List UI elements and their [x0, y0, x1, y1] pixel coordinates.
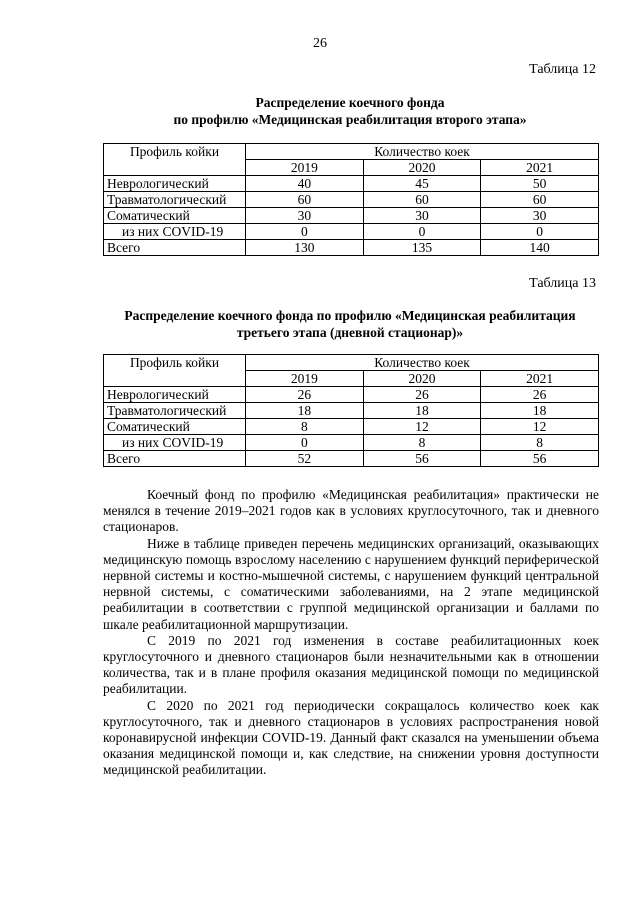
- value-cell: 52: [246, 451, 364, 467]
- table-header-row: [104, 144, 599, 160]
- row-label: Травматологический: [104, 403, 246, 419]
- value-cell: 0: [246, 435, 364, 451]
- value-cell: 8: [363, 435, 481, 451]
- table-12-title-line-2: по профилю «Медицинская реабилитация второго этапа»: [173, 112, 527, 127]
- row-label: Всего: [104, 240, 246, 256]
- table-row: [104, 224, 599, 240]
- year-cell: 2020: [363, 160, 481, 176]
- row-label: из них COVID-19: [104, 435, 246, 451]
- paragraph: С 2020 по 2021 год периодически сокращалось количество коек как круглосуточного, так и дневного стационаров в условиях распространения новой коронавирусной инфекции COVID-19. Данный факт сказался на уменьшении объема оказания медицинской помощи и, как следствие, на снижении уровня доступности медицинской реабилитации.: [103, 697, 599, 778]
- table-row: [104, 176, 599, 192]
- year-cell: 2019: [246, 371, 364, 387]
- value-cell: 40: [246, 176, 364, 192]
- value-cell: 26: [246, 387, 364, 403]
- value-cell: 50: [481, 176, 599, 192]
- table-row: [104, 419, 599, 435]
- year-cell: 2021: [481, 160, 599, 176]
- value-cell: 130: [246, 240, 364, 256]
- value-cell: 60: [481, 192, 599, 208]
- table-13-title: [100, 307, 600, 341]
- row-label: Неврологический: [104, 387, 246, 403]
- table-row: [104, 403, 599, 419]
- paragraph: С 2019 по 2021 год изменения в составе реабилитационных коек круглосуточного и дневного стационаров были незначительными как в отношении количества, так и в плане профиля оказания медицинской помощи по медицинской реабилитации.: [103, 632, 599, 697]
- value-cell: 45: [363, 176, 481, 192]
- value-cell: 12: [481, 419, 599, 435]
- row-label: Травматологический: [104, 192, 246, 208]
- value-cell: 26: [481, 387, 599, 403]
- value-cell: 0: [363, 224, 481, 240]
- row-label: Соматический: [104, 419, 246, 435]
- value-cell: 8: [246, 419, 364, 435]
- value-cell: 60: [363, 192, 481, 208]
- value-cell: 60: [246, 192, 364, 208]
- header-profile: Профиль койки: [104, 144, 246, 176]
- value-cell: 56: [363, 451, 481, 467]
- row-label: из них COVID-19: [104, 224, 246, 240]
- value-cell: 8: [481, 435, 599, 451]
- value-cell: 30: [246, 208, 364, 224]
- year-cell: 2019: [246, 160, 364, 176]
- paragraph: Коечный фонд по профилю «Медицинская реабилитация» практически не менялся в течение 2019–2021 годов как в условиях круглосуточного, так и дневного стационаров.: [103, 487, 599, 535]
- body-text: [103, 487, 599, 779]
- value-cell: 30: [481, 208, 599, 224]
- value-cell: 56: [481, 451, 599, 467]
- value-cell: 140: [481, 240, 599, 256]
- table-12-title: [100, 94, 600, 128]
- value-cell: 18: [481, 403, 599, 419]
- header-count: Количество коек: [246, 355, 599, 371]
- table-row: [104, 208, 599, 224]
- year-cell: 2021: [481, 371, 599, 387]
- table-row: [104, 192, 599, 208]
- table-header-row: [104, 355, 599, 371]
- paragraph: Ниже в таблице приведен перечень медицинских организаций, оказывающих медицинскую помощь взрослому населению с нарушением функций периферической нервной системы и костно-мышечной системы, с нарушением функций центральной нервной системы, с соматическими заболеваниями, на 2 этапе медицинской реабилитации в соответствии с группой медицинской организации и баллами по шкале реабилитационной маршрутизации.: [103, 535, 599, 632]
- page-number: 26: [313, 36, 327, 51]
- value-cell: 0: [481, 224, 599, 240]
- value-cell: 135: [363, 240, 481, 256]
- value-cell: 0: [246, 224, 364, 240]
- value-cell: 18: [246, 403, 364, 419]
- table-13-title-line-1: Распределение коечного фонда по профилю «Медицинская реабилитация: [124, 308, 576, 323]
- table-12-caption: Таблица 12: [529, 62, 596, 77]
- year-cell: 2020: [363, 371, 481, 387]
- table-12: [103, 143, 599, 256]
- table-13-caption: Таблица 13: [529, 276, 596, 291]
- table-row: [104, 435, 599, 451]
- table-row-total: [104, 451, 599, 467]
- table-row-total: [104, 240, 599, 256]
- table-12-title-line-1: Распределение коечного фонда: [255, 95, 445, 110]
- row-label: Неврологический: [104, 176, 246, 192]
- value-cell: 26: [363, 387, 481, 403]
- value-cell: 18: [363, 403, 481, 419]
- table-row: [104, 387, 599, 403]
- table-13-title-line-2: третьего этапа (дневной стационар)»: [236, 325, 464, 340]
- header-count: Количество коек: [246, 144, 599, 160]
- table-13: [103, 354, 599, 467]
- value-cell: 30: [363, 208, 481, 224]
- row-label: Соматический: [104, 208, 246, 224]
- header-profile: Профиль койки: [104, 355, 246, 387]
- value-cell: 12: [363, 419, 481, 435]
- row-label: Всего: [104, 451, 246, 467]
